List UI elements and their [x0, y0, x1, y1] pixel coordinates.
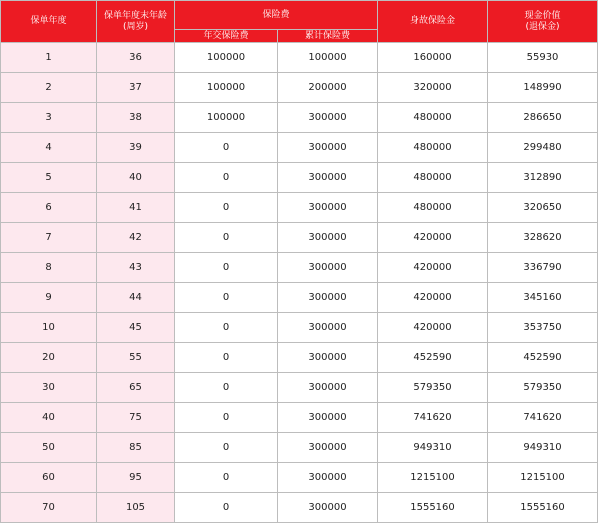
cell-death-benefit: 420000	[378, 283, 488, 313]
cell-cash-value: 286650	[488, 103, 598, 133]
table-row	[1, 313, 598, 343]
table-row	[1, 43, 598, 73]
cell-policy-year: 70	[1, 493, 97, 523]
cell-annual-premium: 0	[175, 463, 278, 493]
cell-death-benefit: 949310	[378, 433, 488, 463]
cell-age: 85	[97, 433, 175, 463]
cell-death-benefit: 420000	[378, 223, 488, 253]
cell-cash-value: 1215100	[488, 463, 598, 493]
cell-cumulative-premium: 300000	[278, 193, 378, 223]
cell-death-benefit: 420000	[378, 253, 488, 283]
cell-policy-year: 40	[1, 403, 97, 433]
cell-cumulative-premium: 300000	[278, 493, 378, 523]
header-age-line2: (周岁)	[122, 21, 149, 32]
cell-age: 39	[97, 133, 175, 163]
cell-cash-value: 299480	[488, 133, 598, 163]
cell-age: 40	[97, 163, 175, 193]
cell-annual-premium: 0	[175, 373, 278, 403]
cell-cash-value: 328620	[488, 223, 598, 253]
cell-annual-premium: 0	[175, 403, 278, 433]
cell-policy-year: 8	[1, 253, 97, 283]
cell-cumulative-premium: 200000	[278, 73, 378, 103]
header-cash-value-line1: 现金价值	[524, 10, 561, 21]
cell-age: 37	[97, 73, 175, 103]
cell-age: 42	[97, 223, 175, 253]
cell-annual-premium: 0	[175, 433, 278, 463]
cell-annual-premium: 0	[175, 193, 278, 223]
header-cumulative-premium: 累计保险费	[278, 30, 378, 43]
cell-cumulative-premium: 300000	[278, 373, 378, 403]
cell-cumulative-premium: 300000	[278, 343, 378, 373]
cell-death-benefit: 160000	[378, 43, 488, 73]
table-body	[1, 43, 598, 523]
cell-cumulative-premium: 300000	[278, 133, 378, 163]
cell-annual-premium: 100000	[175, 43, 278, 73]
cell-age: 75	[97, 403, 175, 433]
cell-cash-value: 1555160	[488, 493, 598, 523]
table-row	[1, 163, 598, 193]
cell-annual-premium: 100000	[175, 73, 278, 103]
cell-death-benefit: 741620	[378, 403, 488, 433]
cell-annual-premium: 0	[175, 313, 278, 343]
table-row	[1, 253, 598, 283]
header-annual-premium: 年交保险费	[175, 30, 278, 43]
cell-policy-year: 5	[1, 163, 97, 193]
cell-policy-year: 20	[1, 343, 97, 373]
cell-age: 41	[97, 193, 175, 223]
cell-policy-year: 7	[1, 223, 97, 253]
table-row	[1, 493, 598, 523]
cell-policy-year: 60	[1, 463, 97, 493]
cell-annual-premium: 0	[175, 493, 278, 523]
cell-cumulative-premium: 300000	[278, 163, 378, 193]
cell-death-benefit: 420000	[378, 313, 488, 343]
cell-cash-value: 452590	[488, 343, 598, 373]
cell-policy-year: 10	[1, 313, 97, 343]
cell-death-benefit: 1555160	[378, 493, 488, 523]
cell-death-benefit: 480000	[378, 193, 488, 223]
cell-death-benefit: 452590	[378, 343, 488, 373]
cell-annual-premium: 0	[175, 133, 278, 163]
table-row	[1, 463, 598, 493]
cell-age: 95	[97, 463, 175, 493]
cell-death-benefit: 480000	[378, 133, 488, 163]
cell-age: 105	[97, 493, 175, 523]
cell-cumulative-premium: 300000	[278, 433, 378, 463]
cell-annual-premium: 100000	[175, 103, 278, 133]
cell-age: 36	[97, 43, 175, 73]
cell-cumulative-premium: 300000	[278, 223, 378, 253]
cell-cumulative-premium: 300000	[278, 463, 378, 493]
header-age-line1: 保单年度末年龄	[103, 10, 167, 21]
cell-age: 43	[97, 253, 175, 283]
cell-cash-value: 148990	[488, 73, 598, 103]
table-row	[1, 343, 598, 373]
cell-age: 38	[97, 103, 175, 133]
cell-policy-year: 9	[1, 283, 97, 313]
cell-policy-year: 30	[1, 373, 97, 403]
table-row	[1, 223, 598, 253]
table-row	[1, 193, 598, 223]
cell-death-benefit: 480000	[378, 103, 488, 133]
table-row	[1, 73, 598, 103]
cell-cash-value: 741620	[488, 403, 598, 433]
header-premium-group: 保险费	[175, 1, 378, 30]
cell-age: 45	[97, 313, 175, 343]
header-cash-value	[488, 1, 598, 43]
cell-cash-value: 336790	[488, 253, 598, 283]
cell-cash-value: 55930	[488, 43, 598, 73]
cell-death-benefit: 1215100	[378, 463, 488, 493]
cell-policy-year: 3	[1, 103, 97, 133]
cell-annual-premium: 0	[175, 253, 278, 283]
table-row	[1, 433, 598, 463]
header-cash-value-line2: (退保金)	[525, 21, 560, 32]
cell-policy-year: 2	[1, 73, 97, 103]
table-row	[1, 133, 598, 163]
cell-cumulative-premium: 300000	[278, 313, 378, 343]
cell-death-benefit: 579350	[378, 373, 488, 403]
cell-policy-year: 4	[1, 133, 97, 163]
table-row	[1, 103, 598, 133]
cell-cumulative-premium: 300000	[278, 283, 378, 313]
cell-annual-premium: 0	[175, 343, 278, 373]
cell-cash-value: 345160	[488, 283, 598, 313]
cell-annual-premium: 0	[175, 163, 278, 193]
cell-cumulative-premium: 300000	[278, 403, 378, 433]
cell-policy-year: 50	[1, 433, 97, 463]
cell-cumulative-premium: 100000	[278, 43, 378, 73]
cell-death-benefit: 320000	[378, 73, 488, 103]
table-row	[1, 373, 598, 403]
cell-age: 44	[97, 283, 175, 313]
cell-cumulative-premium: 300000	[278, 103, 378, 133]
cell-cash-value: 579350	[488, 373, 598, 403]
header-age	[97, 1, 175, 43]
cell-annual-premium: 0	[175, 283, 278, 313]
cell-cumulative-premium: 300000	[278, 253, 378, 283]
table-row	[1, 403, 598, 433]
cell-cash-value: 353750	[488, 313, 598, 343]
header-policy-year: 保单年度	[1, 1, 97, 43]
table-row	[1, 283, 598, 313]
cell-age: 55	[97, 343, 175, 373]
cell-cash-value: 320650	[488, 193, 598, 223]
header-death-benefit: 身故保险金	[378, 1, 488, 43]
cell-policy-year: 1	[1, 43, 97, 73]
cell-death-benefit: 480000	[378, 163, 488, 193]
cell-cash-value: 312890	[488, 163, 598, 193]
cell-cash-value: 949310	[488, 433, 598, 463]
cell-annual-premium: 0	[175, 223, 278, 253]
cell-age: 65	[97, 373, 175, 403]
cell-policy-year: 6	[1, 193, 97, 223]
